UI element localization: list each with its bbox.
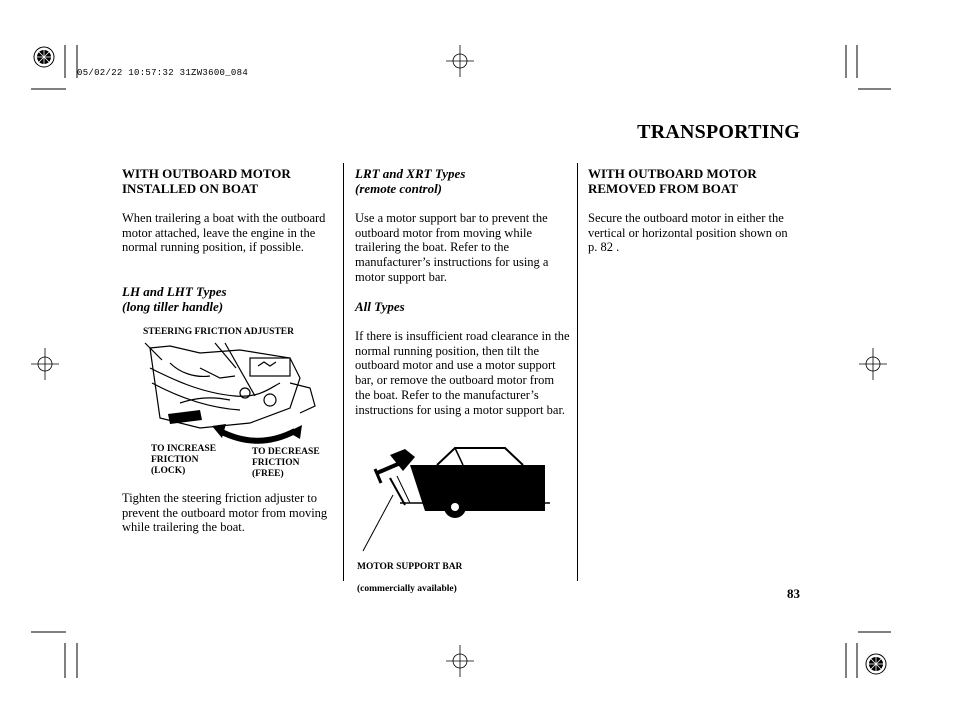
paragraph: If there is insufficient road clearance in the normal running position, then tilt the outboard motor and use a motor support bar, or remove the outboard motor from the boat. Refer to the manufacturer’s instructions for using a motor support bar. (355, 329, 570, 417)
figure-label-support-bar: MOTOR SUPPORT BAR (commercially available) (357, 562, 463, 594)
column-divider (577, 163, 578, 581)
column-divider (343, 163, 344, 581)
print-stamp: 05/02/22 10:57:32 31ZW3600_084 (77, 68, 249, 78)
paragraph: Secure the outboard motor in either the vertical or horizontal position shown on p. 82 . (588, 211, 788, 255)
section-heading: WITH OUTBOARD MOTOR INSTALLED ON BOAT (122, 166, 291, 196)
figure-label-decrease: TO DECREASE FRICTION (FREE) (252, 447, 320, 479)
page-title: TRANSPORTING (637, 121, 800, 143)
steering-friction-figure (140, 338, 335, 453)
figure-label-increase: TO INCREASE FRICTION (LOCK) (151, 444, 217, 476)
subheading: LH and LHT Types (long tiller handle) (122, 284, 227, 314)
motor-support-bar-figure (355, 443, 555, 568)
figure-label-adjuster: STEERING FRICTION ADJUSTER (143, 327, 294, 337)
paragraph: Use a motor support bar to prevent the outboard motor from moving while trailering the boat. Refer to the manufacturer’s instructions for using a motor support bar. (355, 211, 549, 284)
subheading: All Types (355, 299, 405, 314)
starburst-icon (866, 654, 886, 674)
subheading: LRT and XRT Types (remote control) (355, 166, 466, 196)
paragraph: When trailering a boat with the outboard motor attached, leave the engine in the normal running position, if possible. (122, 211, 326, 255)
starburst-icon (34, 47, 54, 67)
paragraph: Tighten the steering friction adjuster to prevent the outboard motor from moving while trailering the boat. (122, 491, 328, 535)
page-number: 83 (787, 586, 800, 601)
section-heading: WITH OUTBOARD MOTOR REMOVED FROM BOAT (588, 166, 757, 196)
